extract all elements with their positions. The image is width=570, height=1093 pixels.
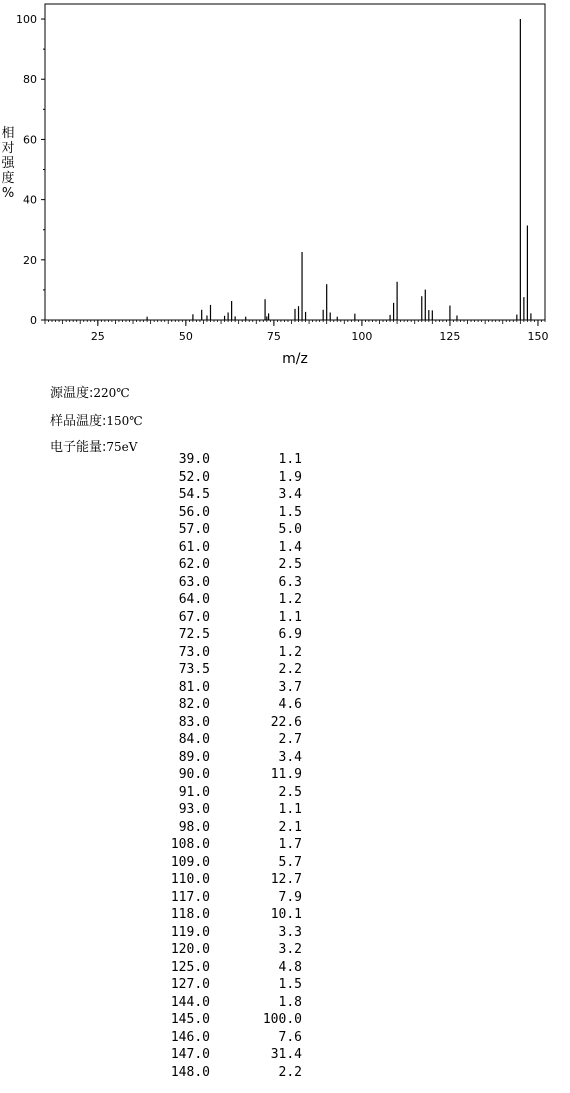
x-tick-label: 50 (178, 330, 193, 343)
peak-row (150, 941, 310, 959)
peak-list (150, 451, 310, 1081)
peak-row (150, 679, 310, 697)
peak-row (150, 819, 310, 837)
peak-row (150, 451, 310, 469)
peak-intensity: 10.1 (270, 907, 302, 922)
peak-intensity: 2.7 (278, 732, 302, 747)
peak-intensity: 2.5 (278, 784, 302, 800)
peak-row (150, 1064, 310, 1082)
x-minor-ticks (45, 320, 545, 324)
x-tick-label: 150 (527, 330, 549, 343)
y-tick-label: 100 (16, 13, 37, 27)
peak-intensity: 1.2 (278, 644, 302, 660)
x-tick-label: 100 (351, 330, 373, 343)
peak-mz: 93.0 (178, 802, 210, 817)
peak-row (150, 801, 310, 819)
peak-mz: 54.5 (178, 487, 210, 502)
peak-intensity: 5.0 (278, 522, 302, 537)
peak-intensity: 1.7 (278, 837, 302, 852)
peak-row (150, 871, 310, 889)
peak-mz: 109.0 (170, 854, 210, 870)
electron-energy-label: 电子能量: (50, 440, 107, 455)
peak-mz: 108.0 (170, 837, 210, 852)
peak-mz: 110.0 (170, 872, 210, 887)
peak-intensity: 1.2 (278, 592, 302, 607)
peak-mz: 61.0 (178, 539, 210, 555)
peak-intensity: 6.3 (278, 574, 302, 590)
electron-energy-value: 75eV (106, 440, 138, 454)
peak-mz: 83.0 (178, 714, 210, 730)
sample-temperature-label: 样品温度: (50, 414, 107, 429)
peak-row (150, 1046, 310, 1064)
peak-row (150, 521, 310, 539)
peak-row (150, 731, 310, 749)
spectrum-peaks (147, 19, 531, 320)
sample-temperature-value: 150℃ (106, 414, 143, 428)
peak-intensity: 1.9 (278, 469, 302, 485)
peak-row (150, 959, 310, 977)
peak-mz: 57.0 (178, 522, 210, 537)
peak-row (150, 591, 310, 609)
peak-row (150, 469, 310, 487)
peak-mz: 73.5 (178, 662, 210, 677)
peak-intensity: 3.4 (278, 749, 302, 765)
y-tick-label: 20 (23, 253, 37, 267)
peak-intensity: 1.1 (278, 802, 302, 817)
peak-row (150, 889, 310, 907)
peak-mz: 56.0 (178, 504, 210, 520)
peak-mz: 91.0 (178, 784, 210, 800)
y-axis-label-char: 强 (1, 156, 15, 171)
peak-row (150, 714, 310, 732)
peak-intensity: 22.6 (270, 714, 302, 730)
peak-intensity: 3.4 (278, 487, 302, 502)
peak-mz: 147.0 (170, 1047, 210, 1062)
peak-intensity: 7.9 (278, 889, 302, 905)
peak-mz: 84.0 (178, 732, 210, 747)
peak-intensity: 2.1 (278, 819, 302, 835)
y-axis-label-char: 度 (1, 171, 15, 186)
peak-intensity: 5.7 (278, 854, 302, 870)
peak-mz: 145.0 (170, 1012, 210, 1027)
y-axis-label-char: % (1, 186, 15, 201)
y-axis-label-char: 对 (1, 141, 15, 156)
peak-mz: 98.0 (178, 819, 210, 835)
peak-mz: 90.0 (178, 767, 210, 782)
peak-row (150, 976, 310, 994)
peak-intensity: 2.2 (278, 662, 302, 677)
peak-intensity: 6.9 (278, 627, 302, 642)
peak-intensity: 3.3 (278, 924, 302, 940)
peak-intensity: 1.1 (278, 452, 302, 467)
y-axis-label-char: 相 (1, 126, 15, 141)
x-tick-label: 125 (439, 330, 461, 343)
source-temperature-value: 220℃ (93, 386, 130, 400)
plot-frame (45, 4, 545, 320)
peak-intensity: 1.4 (278, 539, 302, 555)
peak-mz: 67.0 (178, 609, 210, 625)
source-temperature (50, 382, 130, 401)
peak-intensity: 4.8 (278, 959, 302, 975)
peak-row (150, 609, 310, 627)
y-axis-label (0, 126, 16, 201)
sample-temperature (50, 410, 143, 429)
peak-intensity: 11.9 (270, 767, 302, 782)
y-axis (16, 13, 45, 327)
peak-intensity: 7.6 (278, 1029, 302, 1045)
peak-mz: 89.0 (178, 749, 210, 765)
peak-row (150, 626, 310, 644)
peak-row (150, 504, 310, 522)
x-axis-label: m/z (282, 351, 308, 367)
peak-row (150, 1011, 310, 1029)
peak-intensity: 2.2 (278, 1064, 302, 1080)
peak-mz: 148.0 (170, 1064, 210, 1080)
peak-mz: 144.0 (170, 994, 210, 1010)
peak-row (150, 766, 310, 784)
peak-row (150, 661, 310, 679)
peak-row (150, 486, 310, 504)
peak-intensity: 1.8 (278, 994, 302, 1010)
peak-intensity: 1.1 (278, 609, 302, 625)
peak-row (150, 924, 310, 942)
y-tick-label: 60 (23, 133, 37, 147)
peak-mz: 62.0 (178, 557, 210, 572)
peak-row (150, 906, 310, 924)
peak-mz: 52.0 (178, 469, 210, 485)
peak-mz: 127.0 (170, 977, 210, 992)
source-temperature-label: 源温度: (50, 386, 94, 401)
peak-row (150, 836, 310, 854)
y-tick-label: 40 (23, 193, 37, 207)
peak-mz: 73.0 (178, 644, 210, 660)
peak-row (150, 1029, 310, 1047)
peak-row (150, 784, 310, 802)
peak-mz: 81.0 (178, 679, 210, 695)
peak-row (150, 574, 310, 592)
peak-intensity: 4.6 (278, 697, 302, 712)
mass-spectrum-chart (0, 0, 570, 372)
x-tick-label: 75 (266, 330, 281, 343)
peak-row (150, 994, 310, 1012)
y-tick-label: 0 (30, 314, 37, 327)
peak-row (150, 539, 310, 557)
peak-row (150, 556, 310, 574)
y-tick-label: 80 (23, 73, 37, 87)
peak-mz: 63.0 (178, 574, 210, 590)
peak-mz: 119.0 (170, 924, 210, 940)
peak-mz: 146.0 (170, 1029, 210, 1045)
peak-row (150, 696, 310, 714)
peak-mz: 72.5 (178, 627, 210, 642)
peak-row (150, 749, 310, 767)
peak-intensity: 1.5 (278, 977, 302, 992)
peak-intensity: 31.4 (270, 1047, 302, 1062)
peak-mz: 120.0 (170, 942, 210, 957)
peak-intensity: 3.7 (278, 679, 302, 695)
peak-mz: 64.0 (178, 592, 210, 607)
peak-row (150, 854, 310, 872)
peak-mz: 118.0 (170, 907, 210, 922)
electron-energy (50, 436, 137, 455)
peak-intensity: 2.5 (278, 557, 302, 572)
peak-row (150, 644, 310, 662)
x-tick-label: 25 (90, 330, 105, 343)
x-axis (91, 320, 549, 343)
peak-intensity: 12.7 (270, 872, 302, 887)
peak-mz: 117.0 (170, 889, 210, 905)
peak-intensity: 1.5 (278, 504, 302, 520)
peak-mz: 82.0 (178, 697, 210, 712)
peak-mz: 125.0 (170, 959, 210, 975)
peak-intensity: 100.0 (262, 1012, 302, 1027)
peak-intensity: 3.2 (278, 942, 302, 957)
peak-mz: 39.0 (178, 452, 210, 467)
